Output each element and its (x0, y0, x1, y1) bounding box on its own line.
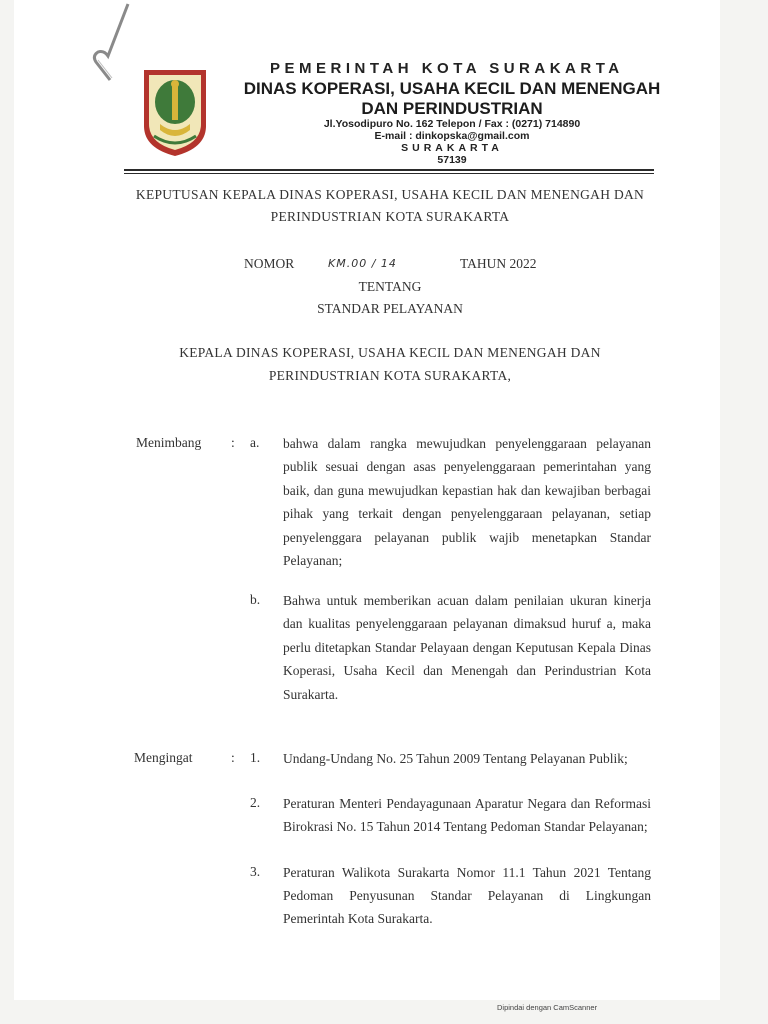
letterhead-government: PEMERINTAH KOTA SURAKARTA (270, 60, 624, 77)
decree-subject: STANDAR PELAYANAN (317, 301, 463, 316)
letterhead-email: E-mail : dinkopska@gmail.com (374, 130, 530, 142)
official-title-line1: KEPALA DINAS KOPERASI, USAHA KECIL DAN MENENGAH DAN (179, 345, 601, 360)
mengingat-colon: : (231, 750, 235, 765)
mengingat-marker-2: 2. (250, 795, 261, 810)
mengingat-marker-3: 3. (250, 864, 261, 879)
decree-title-line2: PERINDUSTRIAN KOTA SURAKARTA (270, 209, 510, 224)
mengingat-item-3: Peraturan Walikota Surakarta Nomor 11.1 Tahun 2021 Tentang Pedoman Penyusunan Standar Pelayanan di Lingkungan Pemerintah Kota Surakarta. (283, 865, 651, 926)
decree-year: TAHUN 2022 (460, 256, 537, 271)
menimbang-marker-b: b. (250, 592, 261, 607)
letterhead-postcode: 57139 (437, 154, 467, 166)
letterhead-rule (124, 169, 654, 171)
nomor-value: KM.00 / 14 (328, 257, 397, 270)
mengingat-marker-1: 1. (250, 750, 261, 765)
letterhead-address: Jl.Yosodipuro No. 162 Telepon / Fax : (0271) 714890 (323, 118, 581, 130)
letterhead-agency-line1: DINAS KOPERASI, USAHA KECIL DAN MENENGAH (243, 79, 661, 98)
menimbang-item-b: Bahwa untuk memberikan acuan dalam penilaian ukuran kinerja dan kualitas penyelenggaraan pelayanan dimaksud huruf a, maka perlu ditetapkan Standar Pelayaan dengan Keputusan Kepala Dinas Koperasi, Usaha Kecil dan Menengah dan Perindustrian Kota Surakarta. (283, 593, 651, 702)
surakarta-emblem-icon (140, 66, 210, 158)
letterhead-agency (232, 79, 672, 119)
paperclip-icon (88, 0, 148, 82)
mengingat-item-1: Undang-Undang No. 25 Tahun 2009 Tentang Pelayanan Publik; (283, 751, 628, 766)
letterhead-agency-line2: DAN PERINDUSTRIAN (361, 99, 543, 118)
letterhead-city: SURAKARTA (401, 142, 503, 154)
menimbang-item-a: bahwa dalam rangka mewujudkan penyelenggaraan pelayanan publik sesuai dengan asas penyelenggaraan pemerintahan yang baik, dan guna mewujudkan kepastian hak dan kewajiban berbagai pihak yang terkait dengan penyelenggaraan pelayanan, setiap penyelenggara pelayanan publik wajib menetapkan Standar Pelayanan; (283, 436, 651, 569)
mengingat-label: Mengingat (134, 750, 193, 765)
decree-title-line1: KEPUTUSAN KEPALA DINAS KOPERASI, USAHA KECIL DAN MENENGAH DAN (135, 187, 645, 202)
menimbang-label: Menimbang (136, 435, 202, 450)
mengingat-item-2: Peraturan Menteri Pendayagunaan Aparatur Negara dan Reformasi Birokrasi No. 15 Tahun 2014 Tentang Pedoman Standar Pelayanan; (283, 796, 651, 834)
nomor-label: NOMOR (244, 256, 295, 271)
menimbang-marker-a: a. (250, 435, 260, 450)
letterhead-rule-thin (124, 173, 654, 174)
tentang-label: TENTANG (358, 279, 422, 294)
official-title-line2: PERINDUSTRIAN KOTA SURAKARTA, (268, 368, 512, 383)
menimbang-colon: : (231, 435, 235, 450)
letterhead-contact (232, 118, 672, 166)
scanner-watermark: Dipindai dengan CamScanner (497, 1003, 598, 1012)
